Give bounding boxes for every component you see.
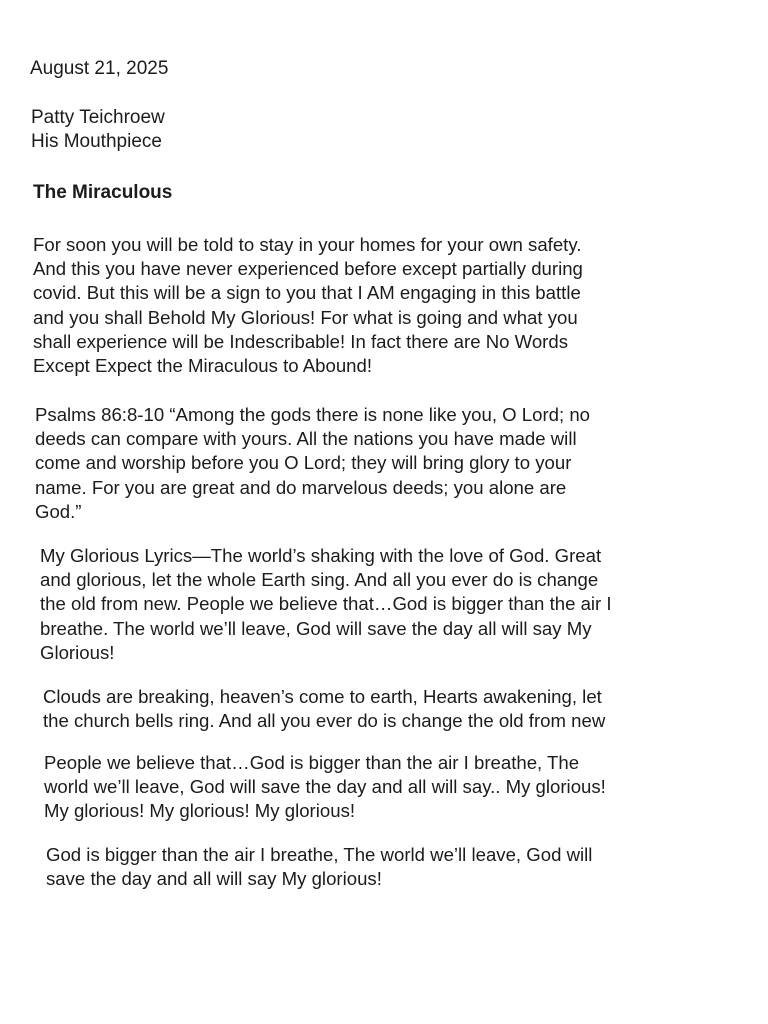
paragraph-scripture xyxy=(35,403,590,524)
paragraph-line: come and worship before you O Lord; they will bring glory to your xyxy=(35,452,572,474)
document-title: The Miraculous xyxy=(33,182,173,203)
paragraph-line: world we’ll leave, God will save the day and all will say.. My glorious! xyxy=(44,776,606,798)
paragraph-line: save the day and all will say My glorious! xyxy=(46,868,382,890)
paragraph-line: shall experience will be Indescribable! In fact there are No Words xyxy=(33,330,569,352)
paragraph-line: For soon you will be told to stay in your homes for your own safety. xyxy=(33,234,582,255)
author-role: His Mouthpiece xyxy=(31,131,162,152)
paragraph-line: Psalms 86:8-10 “Among the gods there is none like you, O Lord; no xyxy=(35,404,591,425)
paragraph-line: My glorious! My glorious! My glorious! xyxy=(44,800,356,822)
paragraph-chorus xyxy=(44,751,606,824)
paragraph-line: and glorious, let the whole Earth sing. And all you ever do is change xyxy=(40,569,599,591)
paragraph-line: the church bells ring. And all you ever do is change the old from new xyxy=(43,710,606,732)
paragraph-line: deeds can compare with yours. All the nations you have made will xyxy=(35,428,577,450)
paragraph-line: Clouds are breaking, heaven’s come to earth, Hearts awakening, let xyxy=(43,686,602,707)
paragraph-line: My Glorious Lyrics—The world’s shaking with the love of God. Great xyxy=(40,545,602,566)
paragraph-line: and you shall Behold My Glorious! For what is going and what you xyxy=(33,306,578,328)
document-date: August 21, 2025 xyxy=(30,58,169,79)
paragraph-line: God.” xyxy=(35,500,82,522)
paragraph-lyrics xyxy=(40,544,612,665)
paragraph-line: breathe. The world we’ll leave, God will save the day all will say My xyxy=(40,617,592,639)
paragraph-line: covid. But this will be a sign to you that I AM engaging in this battle xyxy=(33,282,581,304)
paragraph-message xyxy=(33,233,583,378)
paragraph-line: And this you have never experienced before except partially during xyxy=(33,258,583,280)
paragraph-line: God is bigger than the air I breathe, The world we’ll leave, God will xyxy=(46,844,593,865)
paragraph-line: Except Expect the Miraculous to Abound! xyxy=(33,355,373,377)
paragraph-line: People we believe that…God is bigger than the air I breathe, The xyxy=(44,752,580,773)
paragraph-line: Glorious! xyxy=(40,641,115,663)
paragraph-closing xyxy=(46,843,592,891)
author-name: Patty Teichroew xyxy=(31,107,165,128)
paragraph-line: the old from new. People we believe that…God is bigger than the air I xyxy=(40,593,612,615)
paragraph-line: name. For you are great and do marvelous deeds; you alone are xyxy=(35,476,567,498)
paragraph-clouds xyxy=(43,685,605,733)
